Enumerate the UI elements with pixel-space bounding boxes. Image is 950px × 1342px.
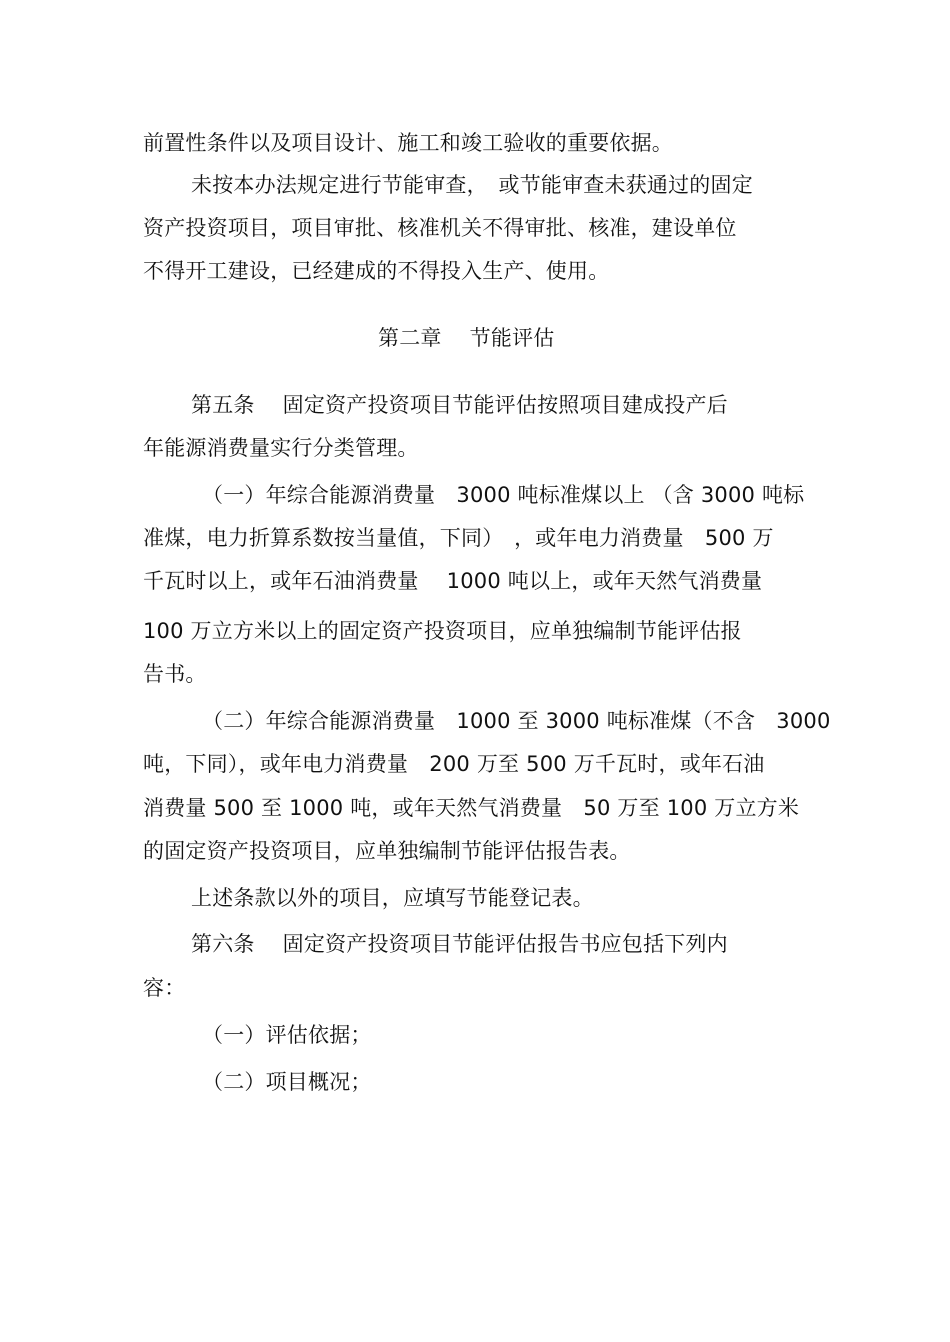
paragraph-line: 前置性条件以及项目设计、施工和竣工验收的重要依据。 <box>143 131 673 155</box>
list-item: （一）评估依据； <box>202 1023 372 1047</box>
paragraph-line: 资产投资项目，项目审批、核准机关不得审批、核准，建设单位 <box>143 216 737 240</box>
paragraph-line: 未按本办法规定进行节能审查， 或节能审查未获通过的固定 <box>191 173 753 197</box>
paragraph-line: 准煤，电力折算系数按当量值，下同） ，或年电力消费量 500 万 <box>143 526 774 550</box>
paragraph-line: 100 万立方米以上的固定资产投资项目，应单独编制节能评估报 <box>143 619 742 643</box>
paragraph-line: 的固定资产投资项目，应单独编制节能评估报告表。 <box>143 839 631 863</box>
paragraph-line: 吨，下同），或年电力消费量 200 万至 500 万千瓦时，或年石油 <box>143 752 765 776</box>
paragraph-line: 容： <box>143 976 186 1000</box>
clause-line: （二）年综合能源消费量 1000 至 3000 吨标准煤（不含 3000 <box>202 709 831 733</box>
chapter-heading: 第二章 节能评估 <box>378 326 555 350</box>
paragraph-line: 消费量 500 至 1000 吨，或年天然气消费量 50 万至 100 万立方米 <box>143 796 800 820</box>
paragraph-line: 千瓦时以上，或年石油消费量 1000 吨以上，或年天然气消费量 <box>143 569 763 593</box>
article-line: 第五条 固定资产投资项目节能评估按照项目建成投产后 <box>191 393 728 417</box>
paragraph-line: 上述条款以外的项目，应填写节能登记表。 <box>191 886 594 910</box>
article-line: 第六条 固定资产投资项目节能评估报告书应包括下列内 <box>191 932 728 956</box>
list-item: （二）项目概况； <box>202 1070 372 1094</box>
paragraph-line: 年能源消费量实行分类管理。 <box>143 436 419 460</box>
paragraph-line: 告书。 <box>143 662 207 686</box>
clause-line: （一）年综合能源消费量 3000 吨标准煤以上 （含 3000 吨标 <box>202 483 805 507</box>
paragraph-line: 不得开工建设，已经建成的不得投入生产、使用。 <box>143 259 610 283</box>
